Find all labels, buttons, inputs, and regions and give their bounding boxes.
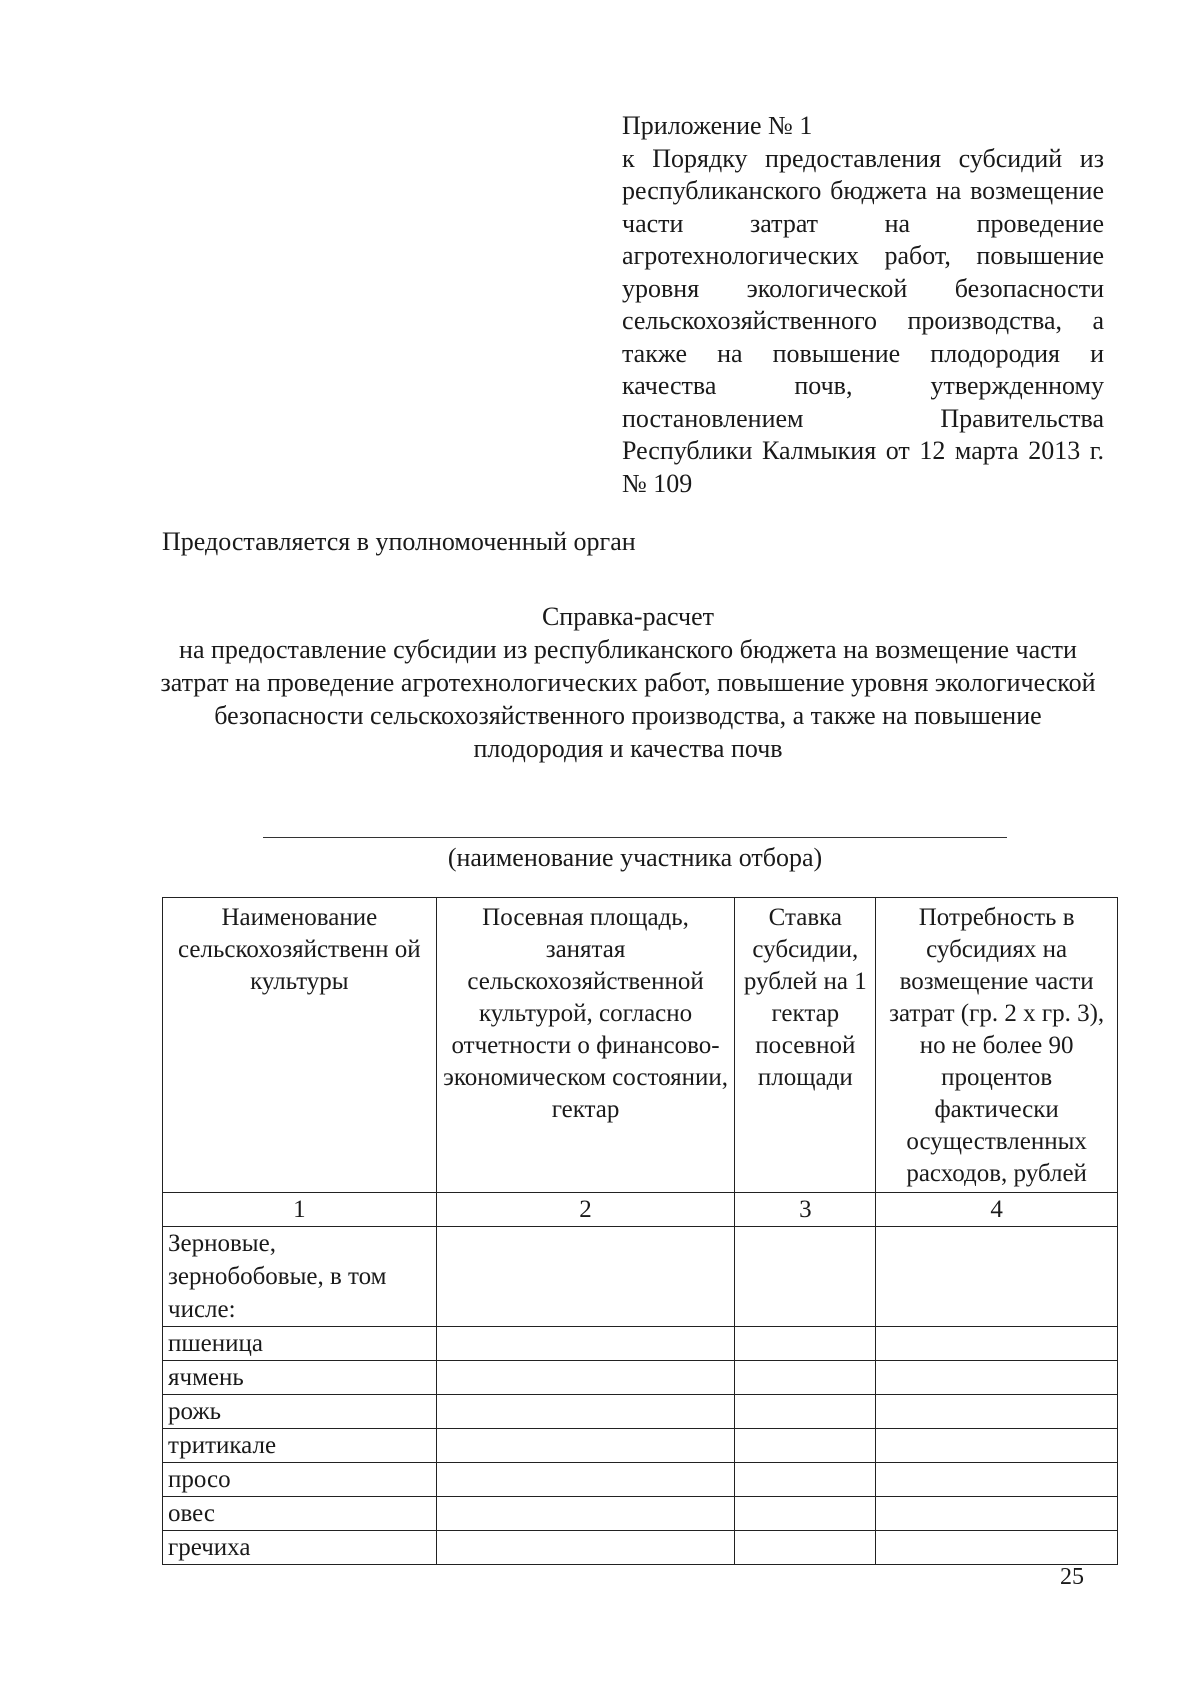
participant-name-line xyxy=(263,837,1007,838)
document-heading xyxy=(150,600,1106,765)
crop-name-cell: овес xyxy=(163,1497,437,1531)
subsidy-need-cell[interactable] xyxy=(876,1327,1118,1361)
header-subsidy-need: Потребность в субсидиях на возмещение части затрат (гр. 2 х гр. 3), но не более 90 процентов фактически осуществленных расходов, рублей xyxy=(876,898,1118,1193)
page-number: 25 xyxy=(1060,1564,1084,1590)
header-crop-name: Наименование сельскохозяйственн ой культуры xyxy=(163,898,437,1193)
subsidy-rate-cell[interactable] xyxy=(735,1327,876,1361)
subsidy-need-cell[interactable] xyxy=(876,1497,1118,1531)
column-number: 4 xyxy=(876,1193,1118,1227)
table-row xyxy=(163,1327,1118,1361)
table-row xyxy=(163,1463,1118,1497)
crop-name-cell: гречиха xyxy=(163,1531,437,1565)
column-number: 2 xyxy=(436,1193,735,1227)
crop-name-cell: ячмень xyxy=(163,1361,437,1395)
subsidy-rate-cell[interactable] xyxy=(735,1531,876,1565)
subsidy-rate-cell[interactable] xyxy=(735,1227,876,1327)
participant-caption: (наименование участника отбора) xyxy=(447,843,823,872)
sown-area-cell[interactable] xyxy=(436,1531,735,1565)
heading-body: на предоставление субсидии из республиканского бюджета на возмещение части затрат на проведение агротехнологических работ, повышение уровня экологической безопасности сельскохозяйственного производства, а также на повышение плодородия и качества почв xyxy=(160,635,1096,763)
calculation-table xyxy=(162,897,1118,1565)
sown-area-cell[interactable] xyxy=(436,1327,735,1361)
subsidy-rate-cell[interactable] xyxy=(735,1395,876,1429)
table-row xyxy=(163,1497,1118,1531)
sown-area-cell[interactable] xyxy=(436,1361,735,1395)
sown-area-cell[interactable] xyxy=(436,1497,735,1531)
column-number-row xyxy=(163,1193,1118,1227)
crop-name-cell: тритикале xyxy=(163,1429,437,1463)
subsidy-rate-cell[interactable] xyxy=(735,1497,876,1531)
crop-name-cell: пшеница xyxy=(163,1327,437,1361)
subsidy-need-cell[interactable] xyxy=(876,1361,1118,1395)
appendix-block xyxy=(622,110,1104,500)
subsidy-need-cell[interactable] xyxy=(876,1395,1118,1429)
subsidy-rate-cell[interactable] xyxy=(735,1429,876,1463)
sown-area-cell[interactable] xyxy=(436,1227,735,1327)
table-row xyxy=(163,1531,1118,1565)
appendix-title: Приложение № 1 xyxy=(622,111,813,140)
heading-title: Справка-расчет xyxy=(541,602,715,631)
sown-area-cell[interactable] xyxy=(436,1395,735,1429)
appendix-body: к Порядку предоставления субсидий из республиканского бюджета на возмещение части затрат на проведение агротехнологических работ, повышение уровня экологической безопасности сельскохозяйственного производства, а также на повышение плодородия и качества почв, утвержденному постановлением Правительства Республики Калмыкия от 12 марта 2013 г. № 109 xyxy=(622,143,1104,498)
header-subsidy-rate: Ставка субсидии, рублей на 1 гектар посевной площади xyxy=(735,898,876,1193)
submitted-to-line: Предоставляется в уполномоченный орган xyxy=(162,527,636,556)
sown-area-cell[interactable] xyxy=(436,1429,735,1463)
table-row xyxy=(163,1361,1118,1395)
column-number: 3 xyxy=(735,1193,876,1227)
table-row xyxy=(163,1395,1118,1429)
crop-name-cell: Зерновые, зернобобовые, в том числе: xyxy=(163,1227,437,1327)
table-row xyxy=(163,1429,1118,1463)
sown-area-cell[interactable] xyxy=(436,1463,735,1497)
crop-name-cell: просо xyxy=(163,1463,437,1497)
header-sown-area: Посевная площадь, занятая сельскохозяйственной культурой, согласно отчетности о финансово-экономическом состоянии, гектар xyxy=(436,898,735,1193)
table-row xyxy=(163,1227,1118,1327)
subsidy-rate-cell[interactable] xyxy=(735,1361,876,1395)
crop-name-cell: рожь xyxy=(163,1395,437,1429)
subsidy-need-cell[interactable] xyxy=(876,1463,1118,1497)
subsidy-need-cell[interactable] xyxy=(876,1429,1118,1463)
subsidy-need-cell[interactable] xyxy=(876,1227,1118,1327)
subsidy-rate-cell[interactable] xyxy=(735,1463,876,1497)
subsidy-need-cell[interactable] xyxy=(876,1531,1118,1565)
table-header-row xyxy=(163,898,1118,1193)
column-number: 1 xyxy=(163,1193,437,1227)
